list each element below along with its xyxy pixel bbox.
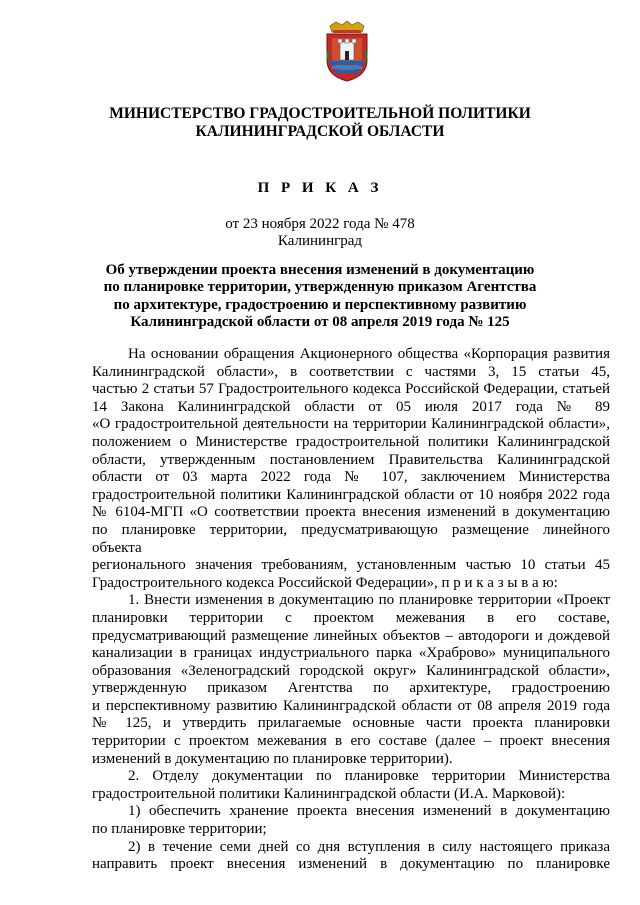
text-line: положением о Министерстве градостроительной политики Калининградской (92, 433, 610, 450)
text-line: Градостроительного кодекса Российской Федерации», п р и к а з ы в а ю: (92, 574, 558, 591)
text-line: № 125, и утвердить прилагаемые основные части проекта планировки (92, 715, 610, 732)
text-line: частью 2 статьи 57 Градостроительного кодекса Российской Федерации, статьей (92, 381, 610, 398)
text-line: 1. Внести изменения в документацию по планировке территории «Проект (128, 592, 610, 609)
paragraph-basis (92, 346, 610, 592)
text-line: изменений в документацию по планировке территории). (92, 750, 453, 767)
text-line: 2. Отделу документации по планировке территории Министерства (128, 768, 610, 785)
text-line: градостроительной политики Калининградской области от 10 ноября 2022 года (92, 486, 610, 503)
text-line: На основании обращения Акционерного общества «Корпорация развития (128, 346, 610, 362)
text-line: предусматривающий размещение линейных объектов – автодороги и дождевой (92, 627, 610, 644)
text-line: образования «Зеленоградский городской округ» Калининградской области», (92, 662, 610, 679)
order-title: П Р И К А З (257, 180, 383, 196)
paragraph-subitem-2 (92, 839, 610, 874)
text-line: и перспективному развитию Калининградской области от 08 апреля 2019 года (92, 697, 610, 714)
paragraph-subitem-1 (92, 803, 610, 838)
text-line: 14 Закона Калининградской области от 05 июля 2017 года № 89 (92, 398, 610, 415)
paragraph-item-1 (92, 592, 610, 768)
paragraph-item-2 (92, 768, 610, 803)
text-line: градостроительной политики Калининградской области (И.А. Марковой): (92, 785, 566, 802)
subject-line-3: по архитектуре, градостроению и перспективному развитию (113, 296, 527, 313)
subject-line-4: Калининградской области от 08 апреля 2019 года № 125 (130, 313, 510, 330)
text-line: 1) обеспечить хранение проекта внесения изменений в документацию (128, 803, 610, 820)
text-line: регионального значения требованиям, установленным частью 10 статьи 45 (92, 557, 610, 574)
text-line: области от 03 марта 2022 года № 107, заключением Министерства (92, 469, 610, 486)
subject-line-1: Об утверждении проекта внесения изменений в документацию (105, 262, 535, 278)
order-subject (60, 262, 580, 331)
text-line: «О градостроительной деятельности на территории Калининградской области», (92, 416, 610, 433)
text-line: № 6104-МГП «О соответствии проекта внесения изменений в документацию (92, 504, 610, 521)
text-line: планировки территории с проектом межевания в его составе, (92, 609, 610, 626)
ministry-line-1: МИНИСТЕРСТВО ГРАДОСТРОИТЕЛЬНОЙ ПОЛИТИКИ (109, 105, 531, 122)
text-line: утвержденную приказом Агентства по архитектуре, градостроению (92, 680, 610, 697)
order-date: от 23 ноября 2022 года № 478 (225, 216, 415, 232)
text-line: территории с проектом межевания в его составе (далее – проект внесения (92, 733, 610, 750)
text-line: 2) в течение семи дней со дня вступления в силу настоящего приказа (128, 838, 610, 855)
text-line: Калининградской области», в соответствии с частями 3, 15 статьи 45, (92, 363, 610, 380)
text-line: по планировке территории; (92, 821, 267, 838)
ministry-name (60, 105, 580, 141)
text-line: по планировке территории, предусматривающую размещение линейного объекта (92, 521, 610, 556)
order-body (92, 346, 610, 874)
text-line: направить проект внесения изменений в документацию по планировке (92, 856, 610, 873)
text-line: канализации в границах индустриального парка «Храброво» муниципального (92, 645, 610, 662)
order-city: Калининград (277, 233, 363, 249)
text-line: области, утвержденным постановлением Правительства Калининградской (92, 451, 610, 468)
ministry-line-2: КАЛИНИНГРАДСКОЙ ОБЛАСТИ (195, 123, 445, 140)
coat-of-arms-kaliningrad-icon (324, 20, 370, 82)
subject-line-2: по планировке территории, утвержденную приказом Агентства (103, 279, 537, 296)
